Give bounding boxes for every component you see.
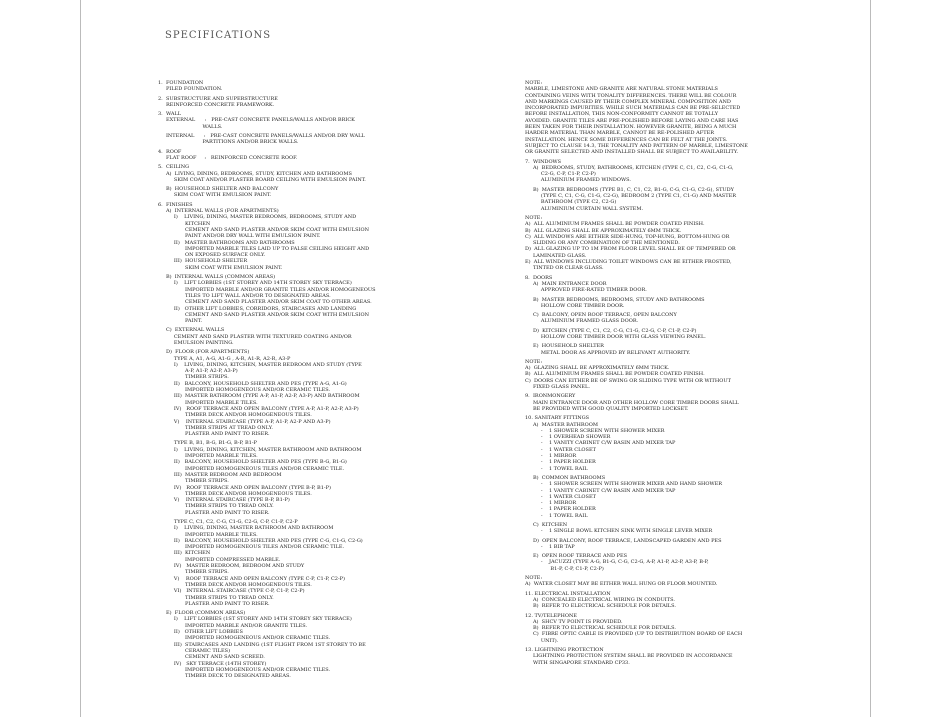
spec-line: IMPORTED MARBLE AND/OR GRANITE TILES. xyxy=(158,622,308,629)
spec-line: II) BALCONY, HOUSEHOLD SHELTER AND PES (TYPE C-G, C1-G, C2-G) xyxy=(158,537,363,544)
spec-line: TYPE B, B1, B-G, B1-G, B-P, B1-P xyxy=(158,440,257,447)
spec-line: III) STAIRCASES AND LANDING (1ST FLIGHT FROM 1ST STOREY TO BE xyxy=(158,641,366,648)
spec-line: 12. TV/TELEPHONE xyxy=(525,612,577,619)
spec-line: TIMBER STRIPS. xyxy=(158,569,229,576)
spec-line: I) LIFT LOBBIES (1ST STOREY AND 14TH STOREY SKY TERRACE) xyxy=(158,616,352,623)
spec-line: NOTE: xyxy=(525,80,543,86)
spec-line: NOTE: xyxy=(525,358,543,365)
spec-line: 9. IRONMONGERY xyxy=(525,393,576,400)
spec-line: NOTE: xyxy=(525,575,543,582)
spec-line: CEMENT AND SAND PLASTER AND/OR SKIM COAT WITH EMULSION xyxy=(158,311,369,318)
spec-line: V) ROOF TERRACE AND OPEN BALCONY (TYPE C-P, C1-P, C2-P) xyxy=(158,575,345,582)
spec-line: - 1 SINGLE BOWL KITCHEN SINK WITH SINGLE LEVER MIXER xyxy=(525,528,713,535)
spec-line: ALUMINIUM FRAMED GLASS DOOR. xyxy=(525,318,639,325)
spec-line: - 1 SHOWER SCREEN WITH SHOWER MIXER xyxy=(525,427,665,434)
spec-line: V) INTERNAL STAIRCASE (TYPE A-P, A1-P, A2-P AND A3-P) xyxy=(158,418,331,425)
spec-line: B) ALL ALUMINIUM FRAMES SHALL BE POWDER COATED FINISH. xyxy=(525,371,705,378)
spec-line: E) HOUSEHOLD SHELTER xyxy=(525,343,604,350)
spec-line: A) GLAZING SHALL BE APPROXIMATELY 6MM THICK. xyxy=(525,365,670,372)
spec-line: PLASTER AND PAINT TO RISER. xyxy=(158,509,270,516)
spec-line: 1. FOUNDATION xyxy=(158,80,204,86)
spec-line: BE PROVIDED WITH GOOD QUALITY IMPORTED LOCKSET. xyxy=(525,405,689,412)
spec-line: CONTAINING VEINS WITH TONALITY DIFFERENCES. THERE WILL BE COLOUR xyxy=(525,92,737,99)
spec-line: KITCHEN xyxy=(158,220,211,227)
spec-line: SUBJECT TO CLAUSE 14.3, THE TONALITY AND PATTERN OF MARBLE, LIMESTONE xyxy=(525,142,748,149)
spec-line: APPROVED FIRE-RATED TIMBER DOOR. xyxy=(525,287,647,294)
spec-line: UNIT). xyxy=(525,637,559,644)
spec-line: E) FLOOR (COMMON AREAS) xyxy=(158,610,246,617)
spec-line: SLIDING OR ANY COMBINATION OF THE MENTIONED. xyxy=(525,240,680,247)
spec-line: III) HOUSEHOLD SHELTER xyxy=(158,258,248,265)
spec-line: D) OPEN BALCONY, ROOF TERRACE, LANDSCAPED GARDEN AND PES xyxy=(525,537,722,544)
spec-line: INCORPORATED IMPURITIES. WHILE SUCH MATERIALS CAN BE PRE-SELECTED xyxy=(525,105,741,112)
spec-line: PLASTER AND PAINT TO RISER. xyxy=(158,600,270,607)
spec-line: III) KITCHEN xyxy=(158,550,211,557)
spec-line: SKIM COAT WITH EMULSION PAINT. xyxy=(158,192,272,199)
spec-line: - 1 TOWEL RAIL xyxy=(525,465,588,472)
spec-line: IMPORTED MARBLE TILES LAID UP TO FALSE CEILING HEIGHT AND xyxy=(158,245,370,252)
spec-line: 8. DOORS xyxy=(525,274,553,281)
spec-line: - 1 OVERHEAD SHOWER xyxy=(525,434,611,441)
spec-line: - 1 TOWEL RAIL xyxy=(525,512,588,519)
spec-line: II) MASTER BATHROOMS AND BATHROOMS xyxy=(158,239,295,246)
spec-line: NOTE: xyxy=(525,214,543,221)
spec-line: AVOIDED. GRANITE TILES ARE PRE-POLISHED BEFORE LAYING AND CARE HAS xyxy=(525,117,739,124)
spec-line: - 1 SHOWER SCREEN WITH SHOWER MIXER AND HAND SHOWER xyxy=(525,481,723,488)
page-right-edge xyxy=(870,0,871,717)
spec-line: II) OTHER LIFT LOBBIES, CORRIDORS, STAIRCASES AND LANDING xyxy=(158,305,357,312)
spec-line: IMPORTED MARBLE AND/OR GRANITE TILES AND/OR HOMOGENEOUS xyxy=(158,286,376,293)
spec-line: 7. WINDOWS xyxy=(525,158,562,165)
spec-line: B) MASTER BEDROOMS (TYPE B1, C, C1, C2, B1-G, C-G, C1-G, C2-G), STUDY xyxy=(525,186,734,193)
spec-line: B) INTERNAL WALLS (COMMON AREAS) xyxy=(158,274,276,281)
spec-line: PILED FOUNDATION. xyxy=(158,86,223,93)
spec-line: C) ALL WINDOWS ARE EITHER SIDE-HUNG, TOP-HUNG, BOTTOM-HUNG OR xyxy=(525,233,730,240)
spec-line: TINTED OR CLEAR GLASS. xyxy=(525,265,604,272)
spec-line: TIMBER STRIPS. xyxy=(158,478,229,485)
spec-line: WITH SINGAPORE STANDARD CP33. xyxy=(525,659,630,666)
spec-line: C2-G, C-P, C1-P, C2-P) xyxy=(525,171,596,178)
spec-line: BEEN TAKEN FOR THEIR INSTALLATION. HOWEVER GRANITE, BEING A MUCH xyxy=(525,124,737,131)
page-title: SPECIFICATIONS xyxy=(165,30,272,41)
spec-line: ALUMINIUM CURTAIN WALL SYSTEM. xyxy=(525,205,644,212)
spec-line: CEMENT AND SAND PLASTER AND/OR SKIM COAT TO OTHER AREAS. xyxy=(158,299,372,306)
spec-line: B) REFER TO ELECTRICAL SCHEDULE FOR DETAILS. xyxy=(525,625,676,632)
spec-line: 3. WALL xyxy=(158,111,182,118)
spec-line: I) LIVING, DINING, KITCHEN, MASTER BEDROOM AND STUDY (TYPE xyxy=(158,361,362,368)
spec-line: IMPORTED HOMOGENEOUS AND/OR CERAMIC TILES. xyxy=(158,387,331,394)
spec-line: C) FIBRE OPTIC CABLE IS PROVIDED (UP TO DISTRIBUTION BOARD OF EACH xyxy=(525,631,743,638)
page-left-edge xyxy=(80,0,81,717)
spec-line: 6. FINISHES xyxy=(158,201,193,208)
spec-line: A) CONCEALED ELECTRICAL WIRING IN CONDUITS. xyxy=(525,596,675,603)
spec-line: - 1 WATER CLOSET xyxy=(525,446,596,453)
spec-line: PARTITIONS AND/OR BRICK WALLS. xyxy=(158,139,299,146)
spec-line: II) BALCONY, HOUSEHOLD SHELTER AND PES (TYPE B-G, B1-G) xyxy=(158,459,347,466)
spec-line: B1-P, C-P, C1-P, C2-P) xyxy=(525,565,604,572)
spec-line: IV) MASTER BEDROOM, BEDROOM AND STUDY xyxy=(158,563,305,570)
spec-line: LIGHTNING PROTECTION SYSTEM SHALL BE PROVIDED IN ACCORDANCE xyxy=(525,653,733,660)
spec-line: - 1 PAPER HOLDER xyxy=(525,506,596,513)
spec-line: - 1 BIB TAP xyxy=(525,543,575,550)
spec-line: TIMBER DECK AND/OR HOMOGENEOUS TILES. xyxy=(158,490,312,497)
spec-line: INSTALLATION. HENCE SOME DIFFERENCES CAN BE FELT AT THE JOINTS. xyxy=(525,136,728,143)
spec-line: IMPORTED MARBLE TILES. xyxy=(158,531,258,538)
spec-line: ALUMINIUM FRAMED WINDOWS. xyxy=(525,177,631,184)
spec-line: TIMBER STRIPS TO TREAD ONLY. xyxy=(158,503,274,510)
spec-line: II) BALCONY, HOUSEHOLD SHELTER AND PES (TYPE A-G, A1-G) xyxy=(158,380,347,387)
spec-line: CEMENT AND SAND PLASTER WITH TEXTURED COATING AND/OR xyxy=(158,333,352,340)
spec-line: 11. ELECTRICAL INSTALLATION xyxy=(525,590,611,597)
spec-line: II) OTHER LIFT LOBBIES xyxy=(158,629,243,636)
spec-line: REINFORCED CONCRETE FRAMEWORK. xyxy=(158,101,275,108)
spec-line: - JACUZZI (TYPE A-G, B1-G, C-G, C2-G, A-P, A1-P, A2-P, A3-P, B-P, xyxy=(525,559,709,566)
spec-line: TIMBER STRIPS AT TREAD ONLY. xyxy=(158,424,273,431)
spec-line: A) INTERNAL WALLS (FOR APARTMENTS) xyxy=(158,208,279,215)
spec-line: A) SHCV TV POINT IS PROVIDED. xyxy=(525,618,623,625)
spec-line: IMPORTED HOMOGENEOUS TILES AND/OR CERAMIC TILE. xyxy=(158,465,345,472)
spec-line: TIMBER DECK AND/OR HOMOGENEOUS TILES. xyxy=(158,412,312,419)
spec-line: A) ALL ALUMINIUM FRAMES SHALL BE POWDER COATED FINISH. xyxy=(525,221,705,228)
spec-line: 2. SUBSTRUCTURE AND SUPERSTRUCTURE xyxy=(158,95,278,102)
spec-line: C) EXTERNAL WALLS xyxy=(158,327,225,334)
spec-line: - 1 MIRROR xyxy=(525,453,577,460)
spec-line: IMPORTED HOMOGENEOUS AND/OR CERAMIC TILES. xyxy=(158,635,331,642)
specifications-left-column xyxy=(158,80,508,679)
spec-line: MARBLE, LIMESTONE AND GRANITE ARE NATURAL STONE MATERIALS xyxy=(525,86,718,93)
spec-line: - 1 VANITY CABINET C/W BASIN AND MIXER TAP xyxy=(525,440,676,447)
spec-line: D) FLOOR (FOR APARTMENTS) xyxy=(158,349,250,356)
spec-line: B) MASTER BEDROOMS, BEDROOMS, STUDY AND BATHROOMS xyxy=(525,296,705,303)
spec-line: TIMBER STRIPS. xyxy=(158,374,229,381)
spec-line: B) HOUSEHOLD SHELTER AND BALCONY xyxy=(158,186,279,193)
spec-line: PAINT AND/OR DRY WALL WITH EMULSION PAINT. xyxy=(158,233,321,240)
spec-line: BATHROOM (TYPE C2, C2-G) xyxy=(525,199,617,206)
spec-line: SKIM COAT WITH EMULSION PAINT. xyxy=(158,264,283,271)
spec-line: CEMENT AND SAND PLASTER AND/OR SKIM COAT WITH EMULSION xyxy=(158,226,369,233)
spec-line: IMPORTED COMPRESSED MARBLE. xyxy=(158,556,281,563)
spec-line: WALLS. xyxy=(158,123,223,130)
spec-line: TIMBER DECK AND/OR HOMOGENEOUS TILES. xyxy=(158,581,312,588)
spec-line: TILES TO LIFT WALL AND/OR TO DESIGNATED AREAS. xyxy=(158,292,331,299)
spec-line: BEFORE INSTALLATION, THIS NON-CONFORMITY CANNOT BE TOTALLY xyxy=(525,111,718,118)
spec-line: C) DOORS CAN EITHER BE OF SWING OR SLIDING TYPE WITH OR WITHOUT xyxy=(525,377,731,384)
spec-line: E) ALL WINDOWS INCLUDING TOILET WINDOWS CAN BE EITHER FROSTED, xyxy=(525,259,732,266)
spec-line: - 1 WATER CLOSET xyxy=(525,493,596,500)
spec-line: E) OPEN ROOF TERRACE AND PES xyxy=(525,553,628,560)
spec-line: CEMENT AND SAND SCREED. xyxy=(158,654,265,661)
spec-line: - 1 VANITY CABINET C/W BASIN AND MIXER TAP xyxy=(525,487,676,494)
spec-line: A) WATER CLOSET MAY BE EITHER WALL HUNG OR FLOOR MOUNTED. xyxy=(525,581,718,588)
spec-line: 4. ROOF xyxy=(158,148,182,155)
spec-line: IMPORTED HOMOGENEOUS TILES AND/OR CERAMIC TILE. xyxy=(158,544,345,551)
spec-line: A) MAIN ENTRANCE DOOR xyxy=(525,280,607,287)
spec-line: IMPORTED MARBLE TILES. xyxy=(158,453,258,460)
spec-line: B) ALL GLAZING SHALL BE APPROXIMATELY 6MM THICK. xyxy=(525,227,682,234)
spec-line: EXTERNAL : PRE-CAST CONCRETE PANELS/WALLS AND/OR BRICK xyxy=(158,117,355,124)
spec-line: (TYPE C, C1, C-G, C1-G, C2-G), BEDROOM 2 (TYPE C1, C1-G) AND MASTER xyxy=(525,193,736,200)
spec-line: IMPORTED HOMOGENEOUS AND/OR CERAMIC TILES. xyxy=(158,666,331,673)
spec-line: A) MASTER BATHROOM xyxy=(525,421,598,428)
spec-line: A) LIVING, DINING, BEDROOMS, STUDY, KITCHEN AND BATHROOMS xyxy=(158,170,352,177)
spec-line: A-P, A1-P, A2-P, A3-P) xyxy=(158,368,238,375)
spec-line: C) BALCONY, OPEN ROOF TERRACE, OPEN BALCONY xyxy=(525,312,677,319)
spec-line: 5. CEILING xyxy=(158,164,190,171)
spec-line: TYPE C, C1, C2, C-G, C1-G, C2-G, C-P, C1-P, C2-P xyxy=(158,519,298,525)
spec-line: FIXED GLASS PANEL. xyxy=(525,384,590,391)
spec-line: ON EXPOSED SURFACE ONLY. xyxy=(158,252,266,259)
spec-line: C) KITCHEN xyxy=(525,522,568,528)
spec-line: 10. SANITARY FITTINGS xyxy=(525,415,590,422)
spec-line: I) LIVING, DINING, MASTER BATHROOM AND BATHROOM xyxy=(158,525,334,532)
spec-line: A) BEDROOMS, STUDY, BATHROOMS, KITCHEN (TYPE C, C1, C2, C-G, C1-G, xyxy=(525,164,734,171)
spec-line: TIMBER DECK TO DESIGNATED AREAS. xyxy=(158,673,291,680)
spec-line: I) LIVING, DINING, KITCHEN, MASTER BATHROOM AND BATHROOM xyxy=(158,446,362,453)
specifications-right-column xyxy=(525,80,835,666)
spec-line: HOLLOW CORE TIMBER DOOR. xyxy=(525,302,625,309)
spec-line: IV) ROOF TERRACE AND OPEN BALCONY (TYPE B-P, B1-P) xyxy=(158,484,331,491)
spec-line: SKIM COAT AND/OR PLASTER BOARD CEILING WITH EMULSION PAINT. xyxy=(158,176,366,183)
spec-line: INTERNAL : PRE-CAST CONCRETE PANELS/WALLS AND/OR DRY WALL xyxy=(158,133,365,140)
spec-line: OR GRANITE SELECTED AND INSTALLED SHALL BE SUBJECT TO AVAILABILITY. xyxy=(525,149,739,156)
spec-line: B) COMMON BATHROOMS xyxy=(525,474,606,481)
spec-line: 13. LIGHTNING PROTECTION xyxy=(525,647,604,654)
spec-line: III) MASTER BEDROOM AND BEDROOM xyxy=(158,471,282,478)
spec-line: I) LIVING, DINING, MASTER BEDROOMS, BEDROOMS, STUDY AND xyxy=(158,214,357,221)
spec-line: I) LIFT LOBBIES (1ST STOREY AND 14TH STOREY SKY TERRACE) xyxy=(158,280,352,287)
spec-line: METAL DOOR AS APPROVED BY RELEVANT AUTHORITY. xyxy=(525,349,691,356)
spec-line: CERAMIC TILES) xyxy=(158,647,231,654)
spec-line: PAINT. xyxy=(158,318,203,325)
spec-line: LAMINATED GLASS. xyxy=(525,252,587,259)
spec-line: PLASTER AND PAINT TO RISER. xyxy=(158,431,270,438)
spec-line: HOLLOW CORE TIMBER DOOR WITH GLASS VIEWING PANEL. xyxy=(525,333,706,340)
spec-line: D) KITCHEN (TYPE C, C1, C2, C-G, C1-G, C2-G, C-P, C1-P, C2-P) xyxy=(525,327,697,334)
spec-line: B) REFER TO ELECTRICAL SCHEDULE FOR DETAILS. xyxy=(525,603,676,610)
spec-line: AND MARKINGS CAUSED BY THEIR COMPLEX MINERAL COMPOSITION AND xyxy=(525,98,731,105)
spec-line: HARDER MATERIAL THAN MARBLE, CANNOT BE RE-POLISHED AFTER xyxy=(525,130,714,137)
spec-line: TIMBER STRIPS TO TREAD ONLY. xyxy=(158,594,274,601)
spec-line: EMULSION PAINTING. xyxy=(158,339,234,346)
spec-line: - 1 PAPER HOLDER xyxy=(525,459,596,466)
spec-line: III) MASTER BATHROOM (TYPE A-P, A1-P, A2-P, A3-P) AND BATHROOM xyxy=(158,393,360,400)
spec-line: VI) INTERNAL STAIRCASE (TYPE C-P, C1-P, C2-P) xyxy=(158,588,305,595)
spec-line: - 1 MIRROR xyxy=(525,500,577,507)
spec-line: D) ALL GLAZING UP TO 1M FROM FLOOR LEVEL SHALL BE OF TEMPERED OR xyxy=(525,246,736,253)
spec-line: IMPORTED MARBLE TILES. xyxy=(158,399,258,406)
spec-line: IV) SKY TERRACE (14TH STOREY) xyxy=(158,660,267,667)
spec-line: TYPE A, A1, A-G, A1-G , A-R, A1-R, A2-R, A3-P xyxy=(158,355,291,362)
spec-line: IV) ROOF TERRACE AND OPEN BALCONY (TYPE A-P, A1-P, A2-P, A3-P) xyxy=(158,405,359,412)
spec-line: MAIN ENTRANCE DOOR AND OTHER HOLLOW CORE TIMBER DOORS SHALL xyxy=(525,399,739,406)
spec-line: FLAT ROOF : REINFORCED CONCRETE ROOF. xyxy=(158,154,298,161)
spec-line: V) INTERNAL STAIRCASE (TYPE B-P, B1-P) xyxy=(158,497,290,504)
